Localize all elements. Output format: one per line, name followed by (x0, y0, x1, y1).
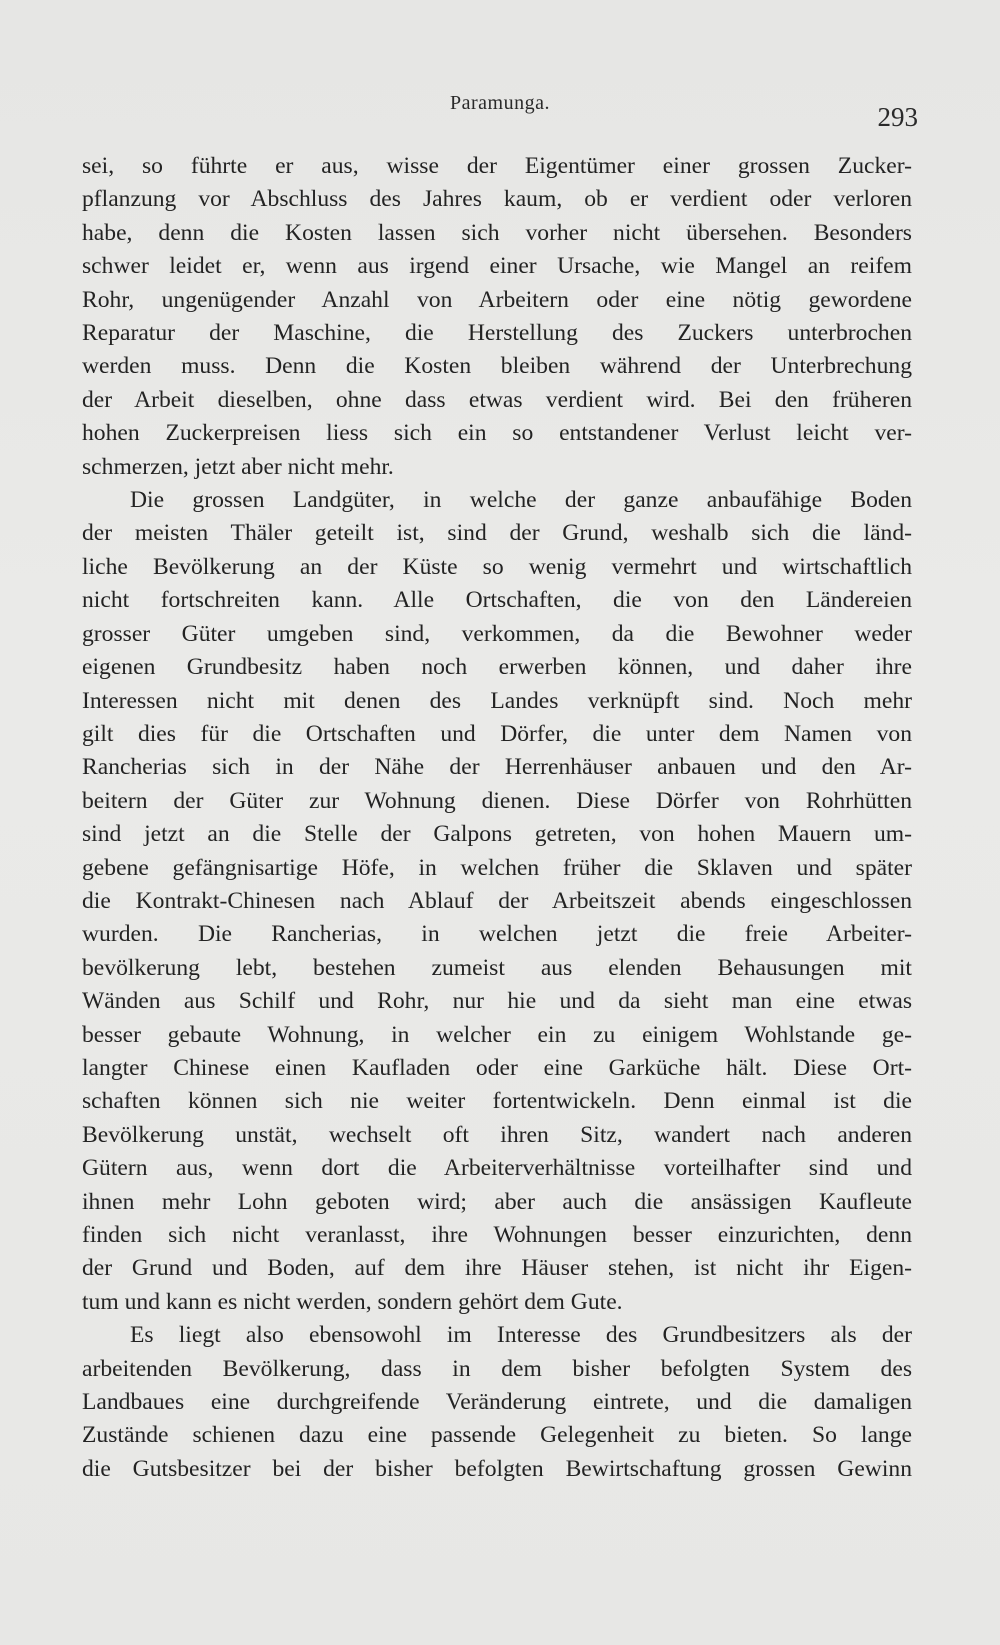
text-line: der meisten Thäler geteilt ist, sind der Grund, weshalb sich die länd- (82, 520, 912, 547)
text-line: bevölkerung lebt, bestehen zumeist aus elenden Behausungen mit (82, 954, 912, 981)
text-line: schwer leidet er, wenn aus irgend einer Ursache, wie Mangel an reifem (82, 253, 912, 280)
text-line: liche Bevölkerung an der Küste so wenig vermehrt und wirtschaftlich (82, 553, 912, 580)
text-line: Interessen nicht mit denen des Landes verknüpft sind. Noch mehr (82, 687, 912, 714)
text-line: Es liegt also ebensowohl im Interesse des Grundbesitzers als der (130, 1322, 912, 1349)
text-line: sind jetzt an die Stelle der Galpons getreten, von hohen Mauern um- (82, 821, 912, 848)
text-line: Rohr, ungenügender Anzahl von Arbeitern oder eine nötig gewordene (82, 286, 912, 313)
text-line: eigenen Grundbesitz haben noch erwerben können, und daher ihre (82, 654, 912, 681)
text-line: Gütern aus, wenn dort die Arbeiterverhältnisse vorteilhafter sind und (82, 1155, 912, 1182)
text-line: die Kontrakt-Chinesen nach Ablauf der Arbeitszeit abends eingeschlossen (82, 887, 912, 914)
text-line: werden muss. Denn die Kosten bleiben während der Unterbrechung (82, 353, 912, 380)
text-line: Bevölkerung unstät, wechselt oft ihren Sitz, wandert nach anderen (82, 1121, 912, 1148)
page-number: 293 (877, 102, 918, 132)
text-line: gebene gefängnisartige Höfe, in welchen früher die Sklaven und später (82, 854, 912, 881)
text-line: habe, denn die Kosten lassen sich vorher nicht übersehen. Besonders (82, 219, 912, 246)
text-line: wurden. Die Rancherias, in welchen jetzt die freie Arbeiter- (82, 921, 912, 948)
text-line: beitern der Güter zur Wohnung dienen. Diese Dörfer von Rohrhütten (82, 787, 912, 814)
text-line: der Grund und Boden, auf dem ihre Häuser stehen, ist nicht ihr Eigen- (82, 1255, 912, 1282)
text-line: Wänden aus Schilf und Rohr, nur hie und da sieht man eine etwas (82, 988, 912, 1015)
text-line: Die grossen Landgüter, in welche der ganze anbaufähige Boden (130, 487, 912, 514)
text-line: pflanzung vor Abschluss des Jahres kaum, ob er verdient oder verloren (82, 186, 912, 213)
text-line: der Arbeit dieselben, ohne dass etwas verdient wird. Bei den früheren (82, 386, 912, 413)
text-line: ihnen mehr Lohn geboten wird; aber auch die ansässigen Kaufleute (82, 1188, 912, 1215)
text-line: Rancherias sich in der Nähe der Herrenhäuser anbauen und den Ar- (82, 754, 912, 781)
text-line: besser gebaute Wohnung, in welcher ein zu einigem Wohlstande ge- (82, 1021, 912, 1048)
text-line: gilt dies für die Ortschaften und Dörfer, die unter dem Namen von (82, 720, 912, 747)
text-line: tum und kann es nicht werden, sondern gehört dem Gute. (82, 1288, 623, 1315)
text-line: die Gutsbesitzer bei der bisher befolgten Bewirtschaftung grossen Gewinn (82, 1455, 912, 1482)
text-line: langter Chinese einen Kaufladen oder eine Garküche hält. Diese Ort- (82, 1054, 912, 1081)
text-line: schaften können sich nie weiter fortentwickeln. Denn einmal ist die (82, 1088, 912, 1115)
running-title: Paramunga. (450, 92, 550, 114)
body-text (82, 150, 912, 1486)
text-line: Zustände schienen dazu eine passende Gelegenheit zu bieten. So lange (82, 1422, 912, 1449)
text-line: hohen Zuckerpreisen liess sich ein so entstandener Verlust leicht ver- (82, 420, 912, 447)
text-line: arbeitenden Bevölkerung, dass in dem bisher befolgten System des (82, 1355, 912, 1382)
text-line: finden sich nicht veranlasst, ihre Wohnungen besser einzurichten, denn (82, 1222, 912, 1248)
text-line: schmerzen, jetzt aber nicht mehr. (82, 453, 394, 480)
text-line: grosser Güter umgeben sind, verkommen, da die Bewohner weder (82, 620, 912, 647)
text-line: sei, so führte er aus, wisse der Eigentümer einer grossen Zucker- (82, 153, 912, 179)
text-line: nicht fortschreiten kann. Alle Ortschaften, die von den Ländereien (82, 587, 912, 614)
text-line: Reparatur der Maschine, die Herstellung des Zuckers unterbrochen (82, 320, 912, 347)
text-line: Landbaues eine durchgreifende Veränderung eintrete, und die damaligen (82, 1389, 912, 1416)
